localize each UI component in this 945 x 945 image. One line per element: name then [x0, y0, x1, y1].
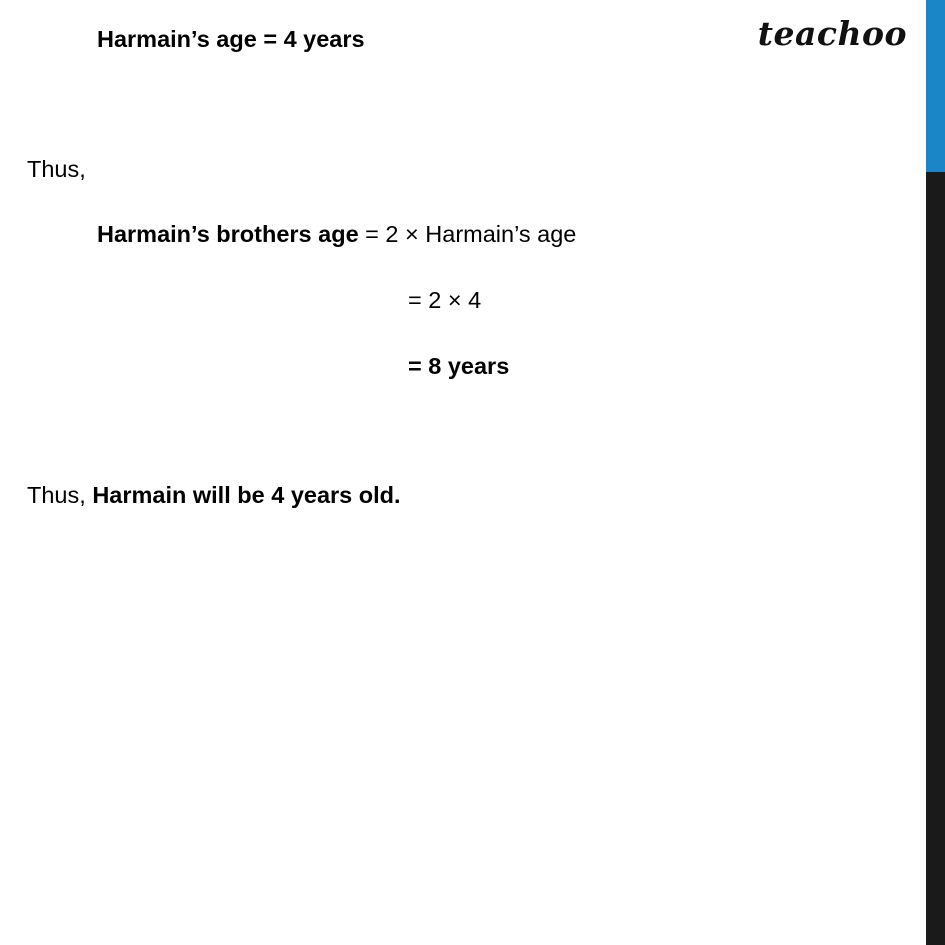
brothers-age-term: Harmain’s brothers age [97, 221, 359, 247]
thus-label-text: Thus, [27, 156, 86, 182]
substitution-text: = 2 × 4 [408, 287, 482, 313]
line-conclusion [27, 481, 401, 509]
line-brothers-age-expression [97, 220, 576, 248]
conclusion-statement: Harmain will be 4 years old. [92, 482, 401, 508]
harmain-age-text: Harmain’s age = 4 years [97, 26, 365, 52]
line-harmain-age [97, 25, 365, 53]
brothers-age-equation: = 2 × Harmain’s age [358, 221, 577, 247]
line-thus-label [27, 155, 86, 183]
line-result [408, 352, 509, 380]
result-text: = 8 years [408, 353, 510, 379]
edge-accent-bar-blue [926, 0, 945, 172]
teachoo-logo: teachoo [757, 14, 907, 53]
conclusion-prefix: Thus, [27, 482, 93, 508]
line-substitution [408, 286, 481, 314]
edge-accent-bar-dark [926, 172, 945, 945]
